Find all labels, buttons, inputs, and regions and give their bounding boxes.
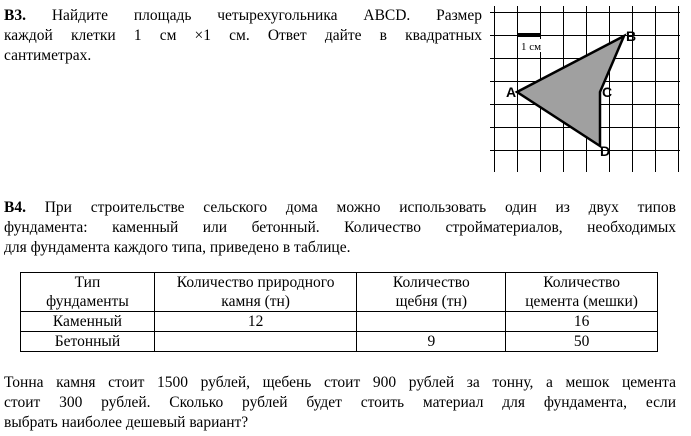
vertex-b-label: B [626, 28, 637, 44]
question-line-3: выбрать наиболее дешевый вариант? [4, 414, 249, 431]
vertex-a-label: A [506, 84, 517, 100]
header-cell: Количество цемента (мешки) [506, 273, 658, 312]
vertex-c-label: C [602, 84, 613, 100]
quadrilateral-figure [490, 6, 680, 176]
header-cell: Тип фундаменты [21, 273, 155, 312]
table-header-row [21, 273, 658, 312]
vertex-d-label: D [600, 143, 611, 159]
b4-line-1: B4. При строительстве сельского дома можно использовать один из двух типов [4, 199, 677, 216]
table-cell [357, 312, 506, 332]
table-cell: Бетонный [21, 332, 155, 352]
b4-problem-text [4, 198, 676, 258]
b3-label: B3. [4, 7, 26, 24]
b3-line-3: сантиметрах. [4, 47, 92, 64]
table-cell: Каменный [21, 312, 155, 332]
table-cell: 16 [506, 312, 658, 332]
header-cell: Количество щебня (тн) [357, 273, 506, 312]
b3-line-1: B3. Найдите площадь четырехугольника ABCD. Размер [4, 7, 482, 24]
b4-line-2: фундамента: каменный или бетонный. Количество стройматериалов, необходимых [4, 219, 676, 236]
table-cell: 50 [506, 332, 658, 352]
table-row [21, 312, 658, 332]
b3-problem-text [4, 6, 482, 66]
question-line-2: стоит 300 рублей. Сколько рублей будет стоить материал для фундамента, если [4, 394, 676, 411]
b3-line-2: каждой клетки 1 см ×1 см. Ответ дайте в квадратных [4, 27, 482, 44]
question-text [4, 373, 676, 433]
table-cell: 9 [357, 332, 506, 352]
question-line-1: Тонна камня стоит 1500 рублей, щебень стоит 900 рублей за тонну, а мешок цемента [4, 374, 676, 391]
table-row [21, 332, 658, 352]
header-cell: Количество природного камня (тн) [154, 273, 357, 312]
table-cell [154, 332, 357, 352]
table-cell: 12 [154, 312, 357, 332]
b4-line-3: для фундамента каждого типа, приведено в таблице. [4, 239, 351, 256]
scale-label: 1 см [521, 41, 542, 53]
b4-label: B4. [4, 199, 26, 216]
materials-table [20, 272, 658, 352]
